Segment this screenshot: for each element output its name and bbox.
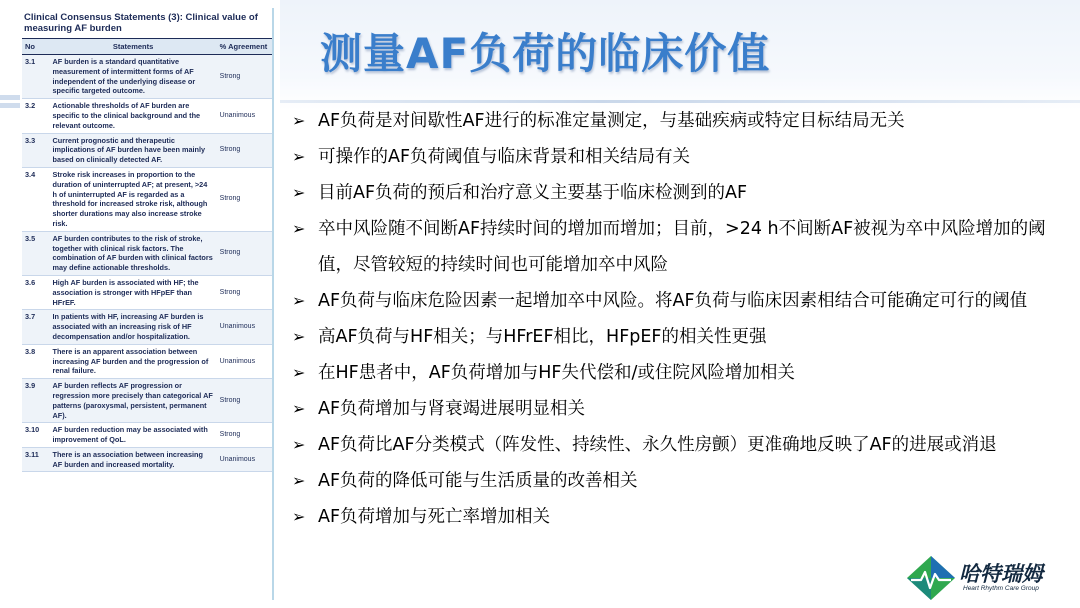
row-agreement: Strong — [217, 423, 272, 448]
row-number: 3.11 — [22, 447, 50, 472]
row-statement: In patients with HF, increasing AF burden is associated with an increasing risk of HF decompensation and/or hospitalization. — [50, 310, 217, 344]
arrow-bullet-icon: ➢ — [292, 111, 306, 130]
arrow-bullet-icon: ➢ — [292, 219, 306, 238]
row-number: 3.5 — [22, 231, 50, 275]
row-statement: AF burden reduction may be associated with improvement of QoL. — [50, 423, 217, 448]
bullet-item — [290, 139, 1075, 175]
bullet-item — [290, 427, 1075, 463]
bullet-item — [290, 319, 1075, 355]
row-agreement: Strong — [217, 167, 272, 231]
row-statement: Actionable thresholds of AF burden are specific to the clinical background and the relevant outcome. — [50, 99, 217, 133]
consensus-table — [22, 38, 272, 472]
row-number: 3.2 — [22, 99, 50, 133]
row-number: 3.9 — [22, 379, 50, 423]
row-statement: Current prognostic and therapeutic implications of AF burden have been mainly based on clinically detected AF. — [50, 133, 217, 167]
table-row — [22, 310, 272, 344]
bullet-item — [290, 283, 1075, 319]
bullet-item — [290, 103, 1075, 139]
decorative-stripe — [0, 95, 22, 100]
table-row — [22, 55, 272, 99]
row-number: 3.4 — [22, 167, 50, 231]
arrow-bullet-icon: ➢ — [292, 435, 306, 454]
bullet-text: AF负荷增加与死亡率增加相关 — [318, 507, 551, 527]
bullet-text: 目前AF负荷的预后和治疗意义主要基于临床检测到的AF — [318, 183, 748, 203]
table-row — [22, 447, 272, 472]
bullet-item — [290, 391, 1075, 427]
table-row — [22, 344, 272, 378]
table-row — [22, 167, 272, 231]
bullet-item — [290, 175, 1075, 211]
row-statement: Stroke risk increases in proportion to the duration of uninterrupted AF; at present, >24 h of uninterrupted AF is regarded as a threshold for increased stroke risk, although shorter durations may also increase stroke risk. — [50, 167, 217, 231]
row-number: 3.1 — [22, 55, 50, 99]
row-number: 3.7 — [22, 310, 50, 344]
table-row — [22, 379, 272, 423]
bullet-text: 在HF患者中，AF负荷增加与HF失代偿和/或住院风险增加相关 — [318, 363, 795, 383]
table-row — [22, 99, 272, 133]
bullet-text: AF负荷比AF分类模式（阵发性、持续性、永久性房颤）更准确地反映了AF的进展或消退 — [318, 435, 997, 455]
row-agreement: Strong — [217, 231, 272, 275]
row-agreement: Unanimous — [217, 344, 272, 378]
row-agreement: Unanimous — [217, 310, 272, 344]
row-number: 3.6 — [22, 275, 50, 309]
row-statement: AF burden is a standard quantitative measurement of intermittent forms of AF independent of the underlying disease or specific targeted outcome. — [50, 55, 217, 99]
bullet-list — [290, 103, 1075, 535]
row-agreement: Strong — [217, 379, 272, 423]
arrow-bullet-icon: ➢ — [292, 471, 306, 490]
logo-name: 哈特瑞姆 — [959, 562, 1043, 586]
column-header-agreement: % Agreement — [217, 39, 272, 55]
row-number: 3.10 — [22, 423, 50, 448]
consensus-table-panel — [20, 8, 274, 600]
arrow-bullet-icon: ➢ — [292, 183, 306, 202]
row-statement: There is an association between increasing AF burden and increased mortality. — [50, 447, 217, 472]
arrow-bullet-icon: ➢ — [292, 399, 306, 418]
logo-diamond-icon — [905, 554, 957, 602]
row-statement: AF burden contributes to the risk of stroke, together with clinical risk factors. The combination of AF burden with clinical factors may define actionable thresholds. — [50, 231, 217, 275]
arrow-bullet-icon: ➢ — [292, 147, 306, 166]
bullet-text: 高AF负荷与HF相关；与HFrEF相比，HFpEF的相关性更强 — [318, 327, 767, 347]
slide-title: 测量AF负荷的临床价值 — [320, 29, 771, 78]
row-statement: There is an apparent association between increasing AF burden and the progression of renal failure. — [50, 344, 217, 378]
row-statement: High AF burden is associated with HF; the association is stronger with HFpEF than HFrEF. — [50, 275, 217, 309]
column-header-statements: Statements — [50, 39, 217, 55]
column-header-no: No — [22, 39, 50, 55]
bullet-text: AF负荷是对间歇性AF进行的标准定量测定，与基础疾病或特定目标结局无关 — [318, 111, 905, 131]
bullet-text: AF负荷增加与肾衰竭进展明显相关 — [318, 399, 586, 419]
row-number: 3.8 — [22, 344, 50, 378]
bullet-text: 卒中风险随不间断AF持续时间的增加而增加；目前，>24 h不间断AF被视为卒中风险增加的阈值，尽管较短的持续时间也可能增加卒中风险 — [318, 219, 1046, 275]
row-agreement: Strong — [217, 275, 272, 309]
table-row — [22, 423, 272, 448]
row-agreement: Strong — [217, 55, 272, 99]
arrow-bullet-icon: ➢ — [292, 291, 306, 310]
row-agreement: Unanimous — [217, 99, 272, 133]
bullet-item — [290, 499, 1075, 535]
table-row — [22, 231, 272, 275]
row-number: 3.3 — [22, 133, 50, 167]
table-title: Clinical Consensus Statements (3): Clinical value of measuring AF burden — [24, 12, 258, 34]
bullet-text: AF负荷的降低可能与生活质量的改善相关 — [318, 471, 638, 491]
table-row — [22, 275, 272, 309]
bullet-item — [290, 211, 1075, 283]
table-row — [22, 133, 272, 167]
arrow-bullet-icon: ➢ — [292, 327, 306, 346]
decorative-stripe — [0, 103, 22, 108]
bullet-item — [290, 463, 1075, 499]
bullet-text: 可操作的AF负荷阈值与临床背景和相关结局有关 — [318, 147, 691, 167]
row-agreement: Strong — [217, 133, 272, 167]
bullet-item — [290, 355, 1075, 391]
arrow-bullet-icon: ➢ — [292, 363, 306, 382]
row-agreement: Unanimous — [217, 447, 272, 472]
bullet-text: AF负荷与临床危险因素一起增加卒中风险。将AF负荷与临床因素相结合可能确定可行的阈值 — [318, 291, 1028, 311]
logo-subtitle: Heart Rhythm Care Group — [963, 585, 1039, 592]
row-statement: AF burden reflects AF progression or regression more precisely than categorical AF patterns (paroxysmal, persistent, permanent AF). — [50, 379, 217, 423]
company-logo — [905, 554, 1075, 604]
arrow-bullet-icon: ➢ — [292, 507, 306, 526]
